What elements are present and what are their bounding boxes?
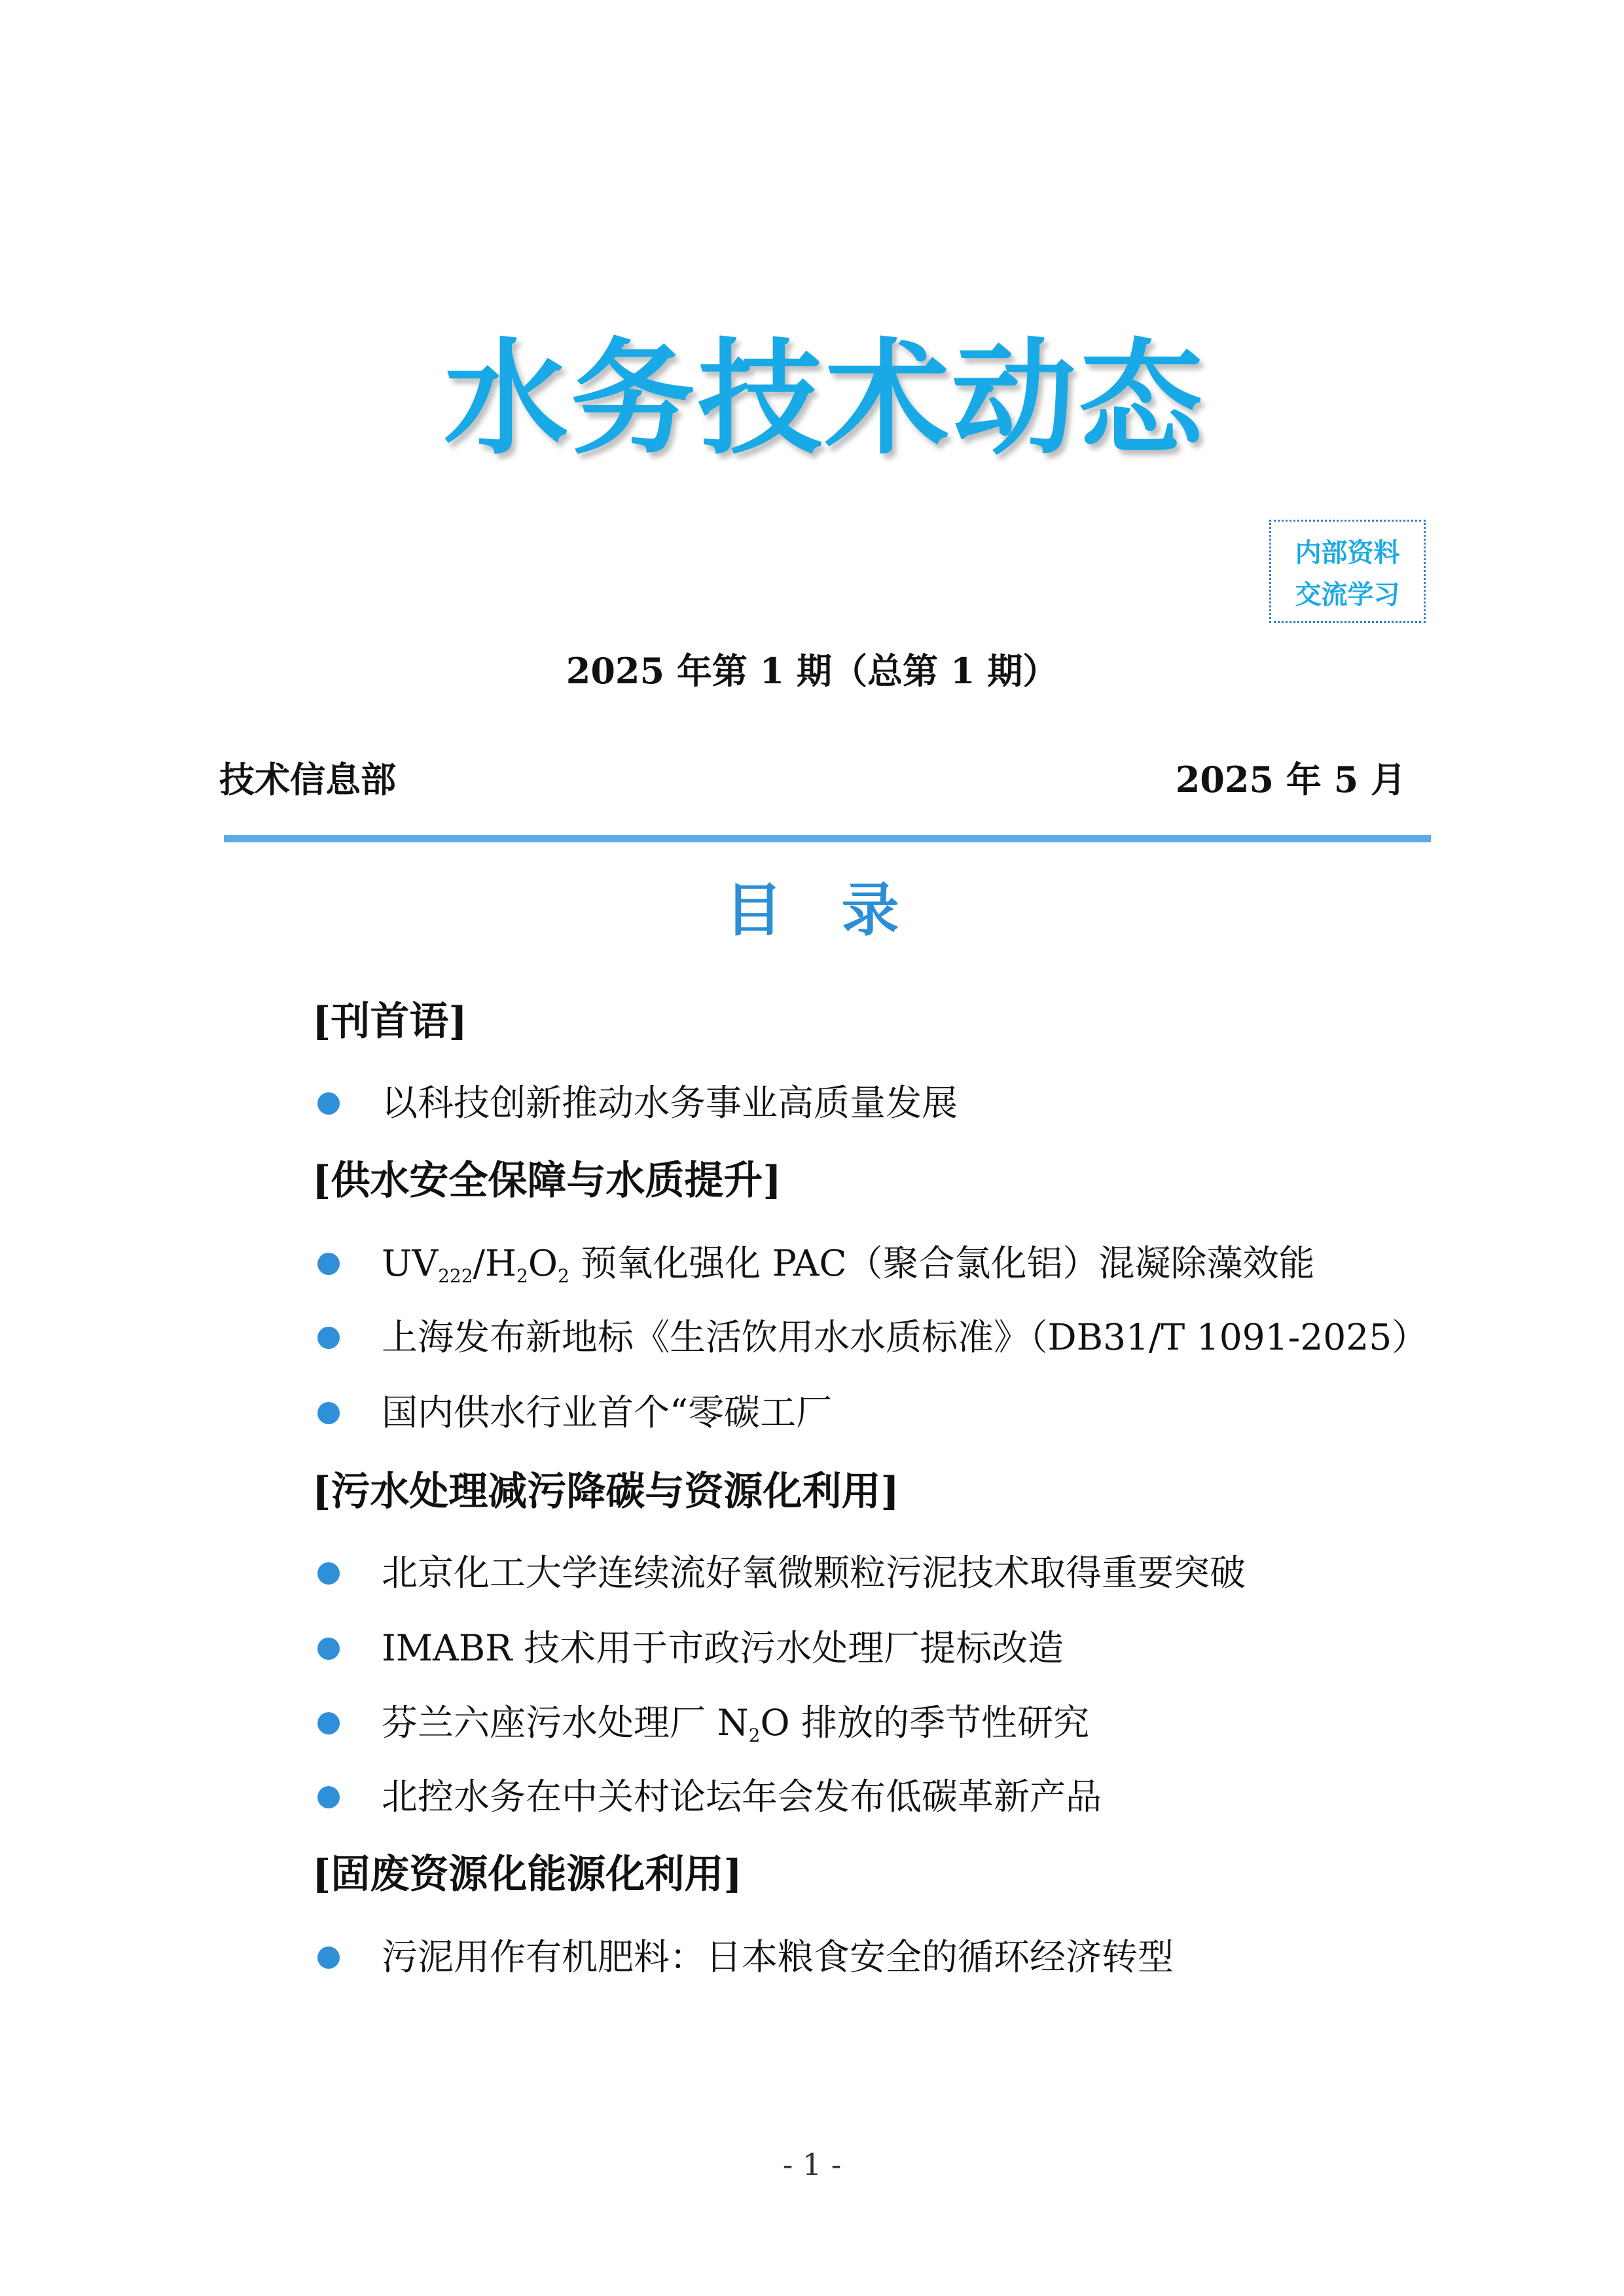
toc-item-text: 以科技创新推动水务事业高质量发展 — [382, 1082, 958, 1124]
toc-item-text: 污泥用作有机肥料：日本粮食安全的循环经济转型 — [382, 1936, 1174, 1978]
toc-item-text: IMABR 技术用于市政污水处理厂提标改造 — [382, 1627, 1064, 1669]
toc-section-heading: [供水安全保障与水质提升] — [312, 1158, 782, 1204]
toc-item-text: 芬兰六座污水处理厂 N — [382, 1702, 749, 1744]
bullet-dot-icon — [317, 1946, 340, 1969]
toc-item[interactable] — [317, 1772, 1102, 1821]
bullet-dot-icon — [317, 1253, 340, 1275]
toc-section-heading: [刊首语] — [312, 999, 467, 1045]
bullet-dot-icon — [317, 1327, 340, 1349]
bullet-dot-icon — [317, 1638, 340, 1660]
toc-item[interactable] — [317, 1548, 1246, 1598]
subscript: 2 — [516, 1265, 528, 1287]
internal-use-stamp — [1269, 520, 1426, 623]
stamp-line-2: 交流学习 — [1295, 579, 1400, 610]
toc-title: 目录 — [725, 876, 958, 944]
toc-item-text: 预氧化强化 PAC（聚合氯化铝）混凝除藻效能 — [569, 1242, 1315, 1284]
issue-number: 2025 年第 1 期（总第 1 期） — [566, 650, 1058, 692]
toc-item-text: 北控水务在中关村论坛年会发布低碳革新产品 — [382, 1776, 1102, 1818]
toc-item-text: 国内供水行业首个“零碳工厂 — [382, 1391, 833, 1433]
toc-item[interactable] — [317, 1312, 1428, 1362]
toc-section-heading: [污水处理减污降碳与资源化利用] — [312, 1469, 899, 1515]
bullet-dot-icon — [317, 1786, 340, 1808]
newsletter-title: 水务技术动态 — [443, 327, 1206, 471]
toc-item[interactable] — [317, 1623, 1064, 1673]
subscript: 2 — [557, 1265, 569, 1287]
bullet-dot-icon — [317, 1092, 340, 1115]
toc-item-text: 北京化工大学连续流好氧微颗粒污泥技术取得重要突破 — [382, 1552, 1246, 1594]
department: 技术信息部 — [219, 759, 396, 800]
toc-item[interactable] — [317, 1932, 1174, 1982]
toc-item[interactable] — [317, 1388, 832, 1437]
toc-item[interactable] — [317, 1238, 1315, 1301]
stamp-line-1: 内部资料 — [1295, 537, 1400, 568]
toc-item-text: O — [528, 1242, 558, 1284]
toc-section-heading: [固废资源化能源化利用] — [312, 1852, 742, 1897]
toc-item-text: UV — [382, 1242, 439, 1284]
subscript: 222 — [438, 1265, 473, 1287]
bullet-dot-icon — [317, 1562, 340, 1585]
header-divider — [224, 835, 1431, 842]
subscript: 2 — [748, 1725, 761, 1746]
toc-item-text: 上海发布新地标《生活饮用水水质标准》（DB31/T 1091-2025） — [382, 1316, 1428, 1358]
toc-item-text: /H — [473, 1242, 517, 1284]
bullet-dot-icon — [317, 1712, 340, 1734]
page-number: - 1 - — [782, 2147, 842, 2182]
toc-item[interactable] — [317, 1078, 958, 1128]
publish-date: 2025 年 5 月 — [1175, 759, 1406, 800]
bullet-dot-icon — [317, 1402, 340, 1424]
toc-item-text: O 排放的季节性研究 — [760, 1702, 1090, 1744]
toc-item[interactable] — [317, 1698, 1089, 1761]
